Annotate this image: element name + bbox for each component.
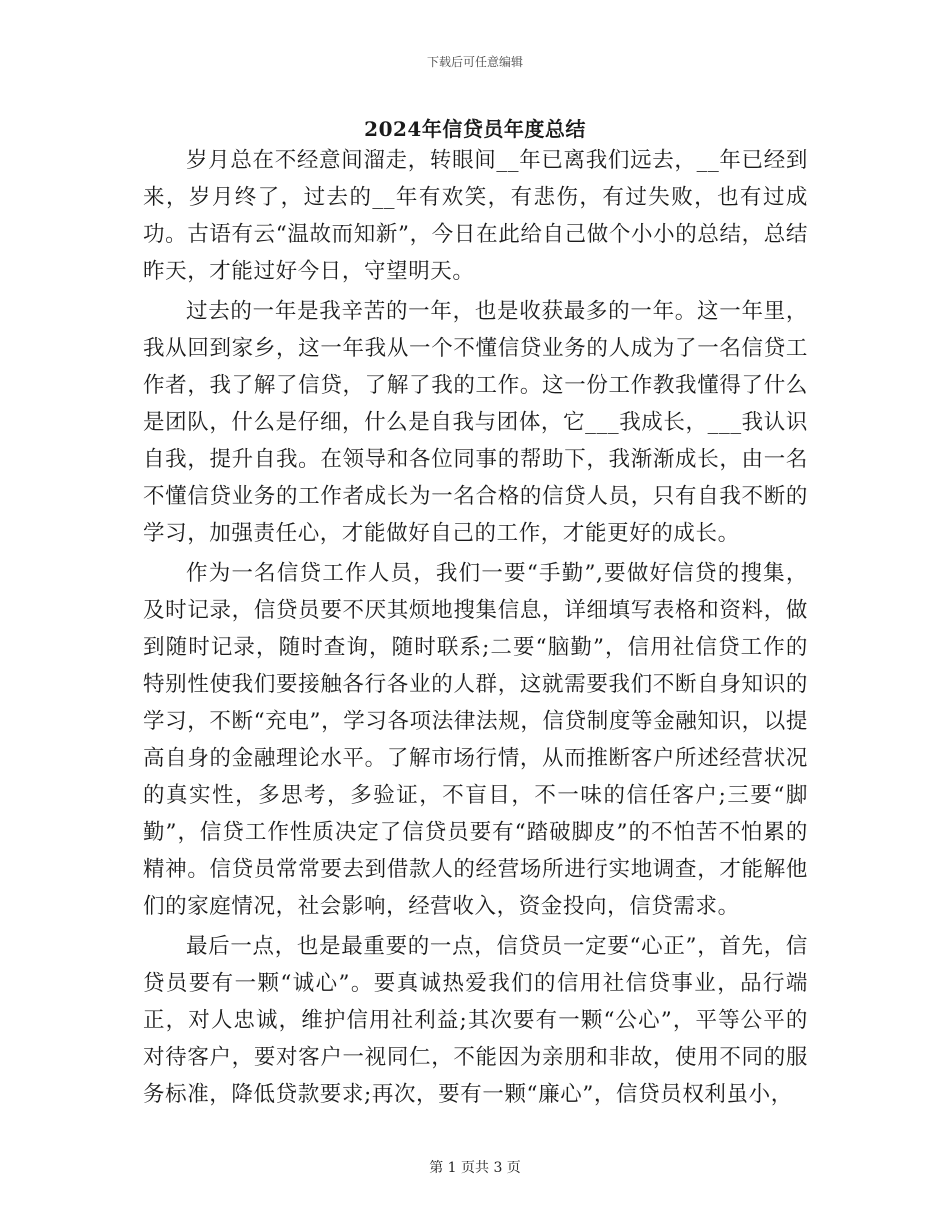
paragraph-1: 岁月总在不经意间溜走，转眼间__年已离我们远去，__年已经到来，岁月终了，过去的__年有欢笑，有悲伤，有过失败，也有过成功。古语有云“温故而知新”，今日在此给自己做个小小的总结，总结昨天，才能过好今日，守望明天。	[143, 148, 808, 284]
document-body	[143, 142, 808, 1113]
document-title: 2024年信贷员年度总结	[364, 117, 586, 141]
paragraph-2: 过去的一年是我辛苦的一年，也是收获最多的一年。这一年里，我从回到家乡，这一年我从一个不懂信贷业务的人成为了一名信贷工作者，我了解了信贷，了解了我的工作。这一份工作教我懂得了什么是团队，什么是仔细，什么是自我与团体，它___我成长，___我认识自我，提升自我。在领导和各位同事的帮助下，我渐渐成长，由一名不懂信贷业务的工作者成长为一名合格的信贷人员，只有自我不断的学习，加强责任心，才能做好自己的工作，才能更好的成长。	[143, 299, 808, 546]
header-note: 下载后可任意编辑	[426, 55, 523, 69]
paragraph-3: 作为一名信贷工作人员，我们一要“手勤”,要做好信贷的搜集，及时记录，信贷员要不厌其烦地搜集信息，详细填写表格和资料，做到随时记录，随时查询，随时联系;二要“脑勤”，信用社信贷工作的特别性使我们要接触各行各业的人群，这就需要我们不断自身知识的学习，不断“充电”，学习各项法律法规，信贷制度等金融知识，以提高自身的金融理论水平。了解市场行情，从而推断客户所述经营状况的真实性，多思考，多验证，不盲目，不一味的信任客户;三要“脚勤”，信贷工作性质决定了信贷员要有“踏破脚皮”的不怕苦不怕累的精神。信贷员常常要去到借款人的经营场所进行实地调查，才能解他们的家庭情况，社会影响，经营收入，资金投向，信贷需求。	[143, 561, 808, 919]
paragraph-4: 最后一点，也是最重要的一点，信贷员一定要“心正”，首先，信贷员要有一颗“诚心”。要真诚热爱我们的信用社信贷事业，品行端正，对人忠诚，维护信用社利益;其次要有一颗“公心”，平等公平的对待客户，要对客户一视同仁，不能因为亲朋和非故，使用不同的服务标准，降低贷款要求;再次，要有一颗“廉心”，信贷员权利虽小，	[143, 934, 808, 1107]
page-number: 第 1 页共 3 页	[429, 1160, 521, 1176]
